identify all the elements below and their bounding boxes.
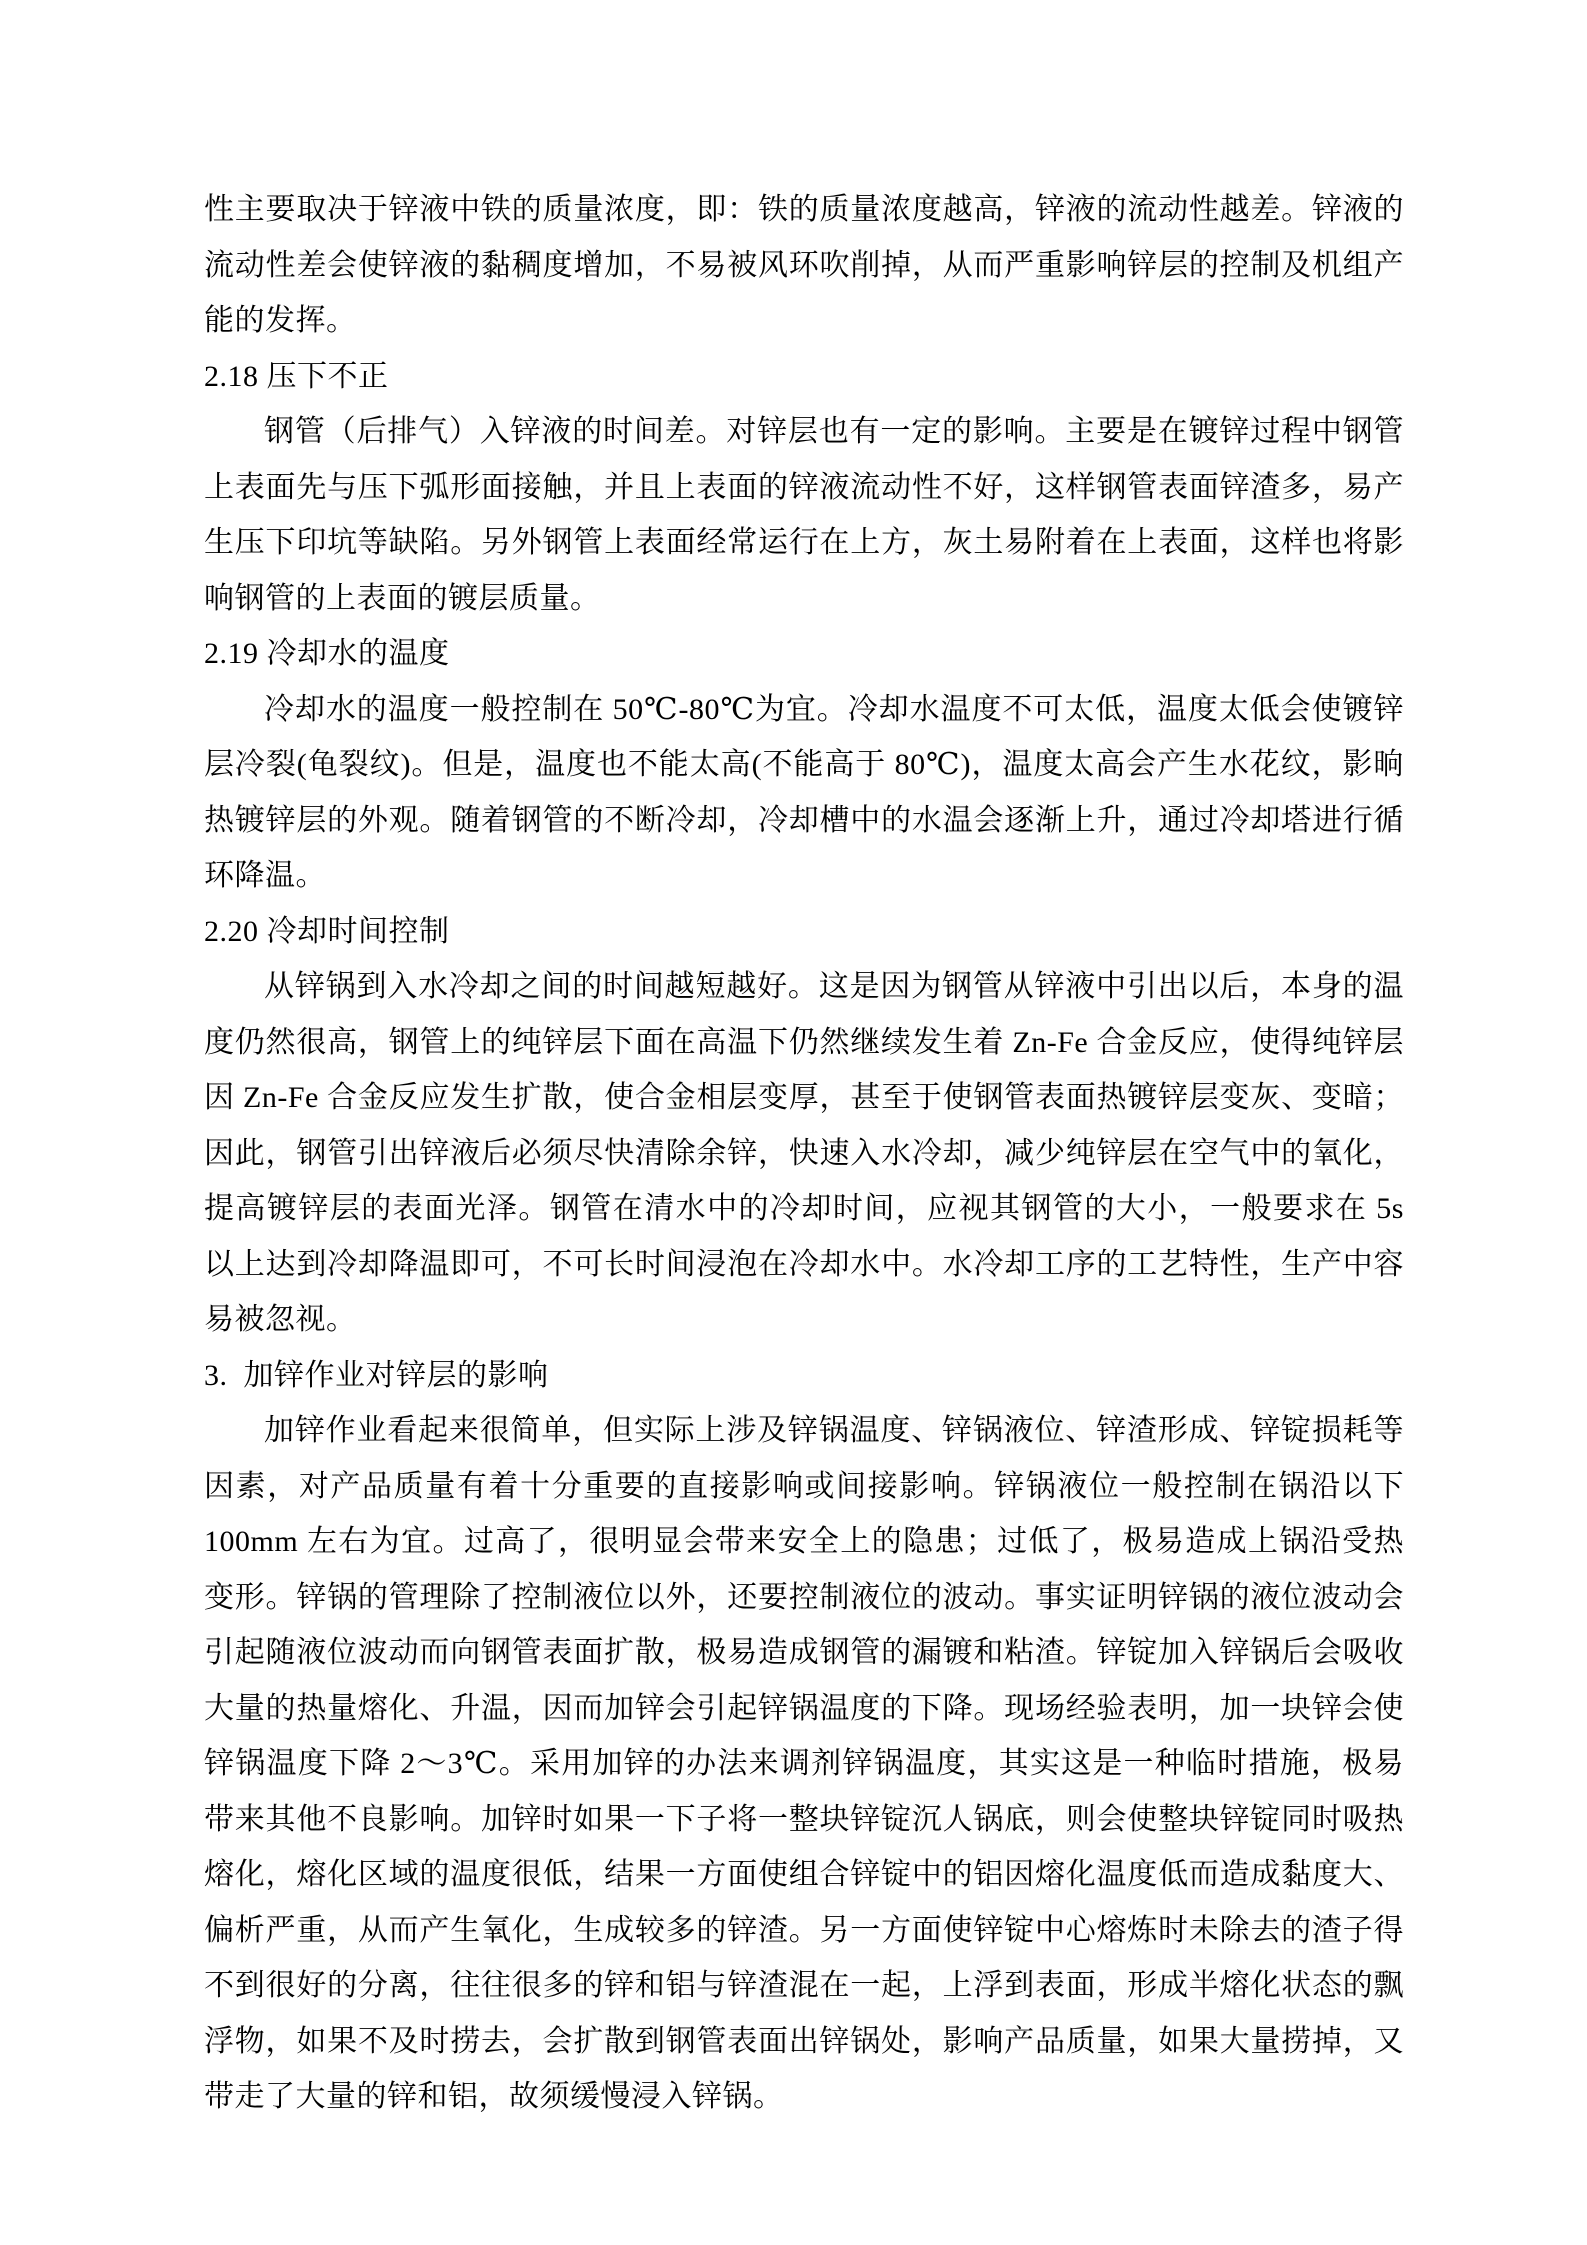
paragraph-section-2-19: 冷却水的温度一般控制在 50℃-80℃为宜。冷却水温度不可太低，温度太低会使镀锌层冷裂(龟裂纹)。但是，温度也不能太高(不能高于 80℃)，温度太高会产生水花纹，影晌热镀锌层的外观。随着钢管的不断冷却，冷却槽中的水温会逐渐上升，通过冷却塔进行循环降温。 xyxy=(204,692,1404,892)
paragraph-section-2-20: 从锌锅到入水冷却之间的时间越短越好。这是因为钢管从锌液中引出以后，本身的温度仍然很高，钢管上的纯锌层下面在高温下仍然继续发生着 Zn-Fe 合金反应，使得纯锌层因 Zn-Fe 合金反应发生扩散，使合金相层变厚，甚至于使钢管表面热镀锌层变灰、变暗；因此，钢管引出锌液后必须尽快清除余锌，快速入水冷却，减少纯锌层在空气中的氧化，提高镀锌层的表面光泽。钢管在清水中的冷却时间，应视其钢管的大小，一般要求在 5s 以上达到冷却降温即可，不可长时间浸泡在冷却水中。水冷却工序的工艺特性，生产中容易被忽视。 xyxy=(204,970,1404,1336)
document-body xyxy=(204,182,1404,2125)
paragraph-section-3: 加锌作业看起来很简单，但实际上涉及锌锅温度、锌锅液位、锌渣形成、锌锭损耗等因素，对产品质量有着十分重要的直接影响或间接影响。锌锅液位一般控制在锅沿以下 100mm 左右为宜。过高了，很明显会带来安全上的隐患；过低了，极易造成上锅沿受热变形。锌锅的管理除了控制液位以外，还要控制液位的波动。事实证明锌锅的液位波动会引起随液位波动而向钢管表面扩散，极易造成钢管的漏镀和粘渣。锌锭加入锌锅后会吸收大量的热量熔化、升温，因而加锌会引起锌锅温度的下降。现场经验表明，加一块锌会使锌锅温度下降 2～3℃。采用加锌的办法来调剂锌锅温度，其实这是一种临时措施，极易带来其他不良影响。加锌时如果一下子将一整块锌锭沉人锅底，则会使整块锌锭同时吸热熔化，熔化区域的温度很低，结果一方面使组合锌锭中的铝因熔化温度低而造成黏度大、偏析严重，从而产生氧化，生成较多的锌渣。另一方面使锌锭中心熔炼时未除去的渣子得不到很好的分离，往往很多的锌和铝与锌渣混在一起，上浮到表面，形成半熔化状态的飘浮物，如果不及时捞去，会扩散到钢管表面出锌锅处，影响产品质量，如果大量捞掉，又带走了大量的锌和铝，故须缓慢浸入锌锅。 xyxy=(204,1414,1404,2113)
section-heading-2-20: 2.20 冷却时间控制 xyxy=(204,914,450,948)
section-heading-2-19: 2.19 冷却水的温度 xyxy=(204,637,450,670)
paragraph-section-2-18: 钢管（后排气）入锌液的时间差。对锌层也有一定的影响。主要是在镀锌过程中钢管上表面先与压下弧形面接触，并且上表面的锌液流动性不好，这样钢管表面锌渣多，易产生压下印坑等缺陷。另外钢管上表面经常运行在上方，灰土易附着在上表面，这样也将影响钢管的上表面的镀层质量。 xyxy=(204,415,1404,615)
paragraph-continuation: 性主要取决于锌液中铁的质量浓度，即：铁的质量浓度越高，锌液的流动性越差。锌液的流动性差会使锌液的黏稠度增加，不易被风环吹削掉，从而严重影响锌层的控制及机组产能的发挥。 xyxy=(204,193,1404,337)
section-heading-2-18: 2.18 压下不正 xyxy=(204,359,389,393)
section-heading-3: 3. 加锌作业对锌层的影响 xyxy=(204,1358,549,1392)
